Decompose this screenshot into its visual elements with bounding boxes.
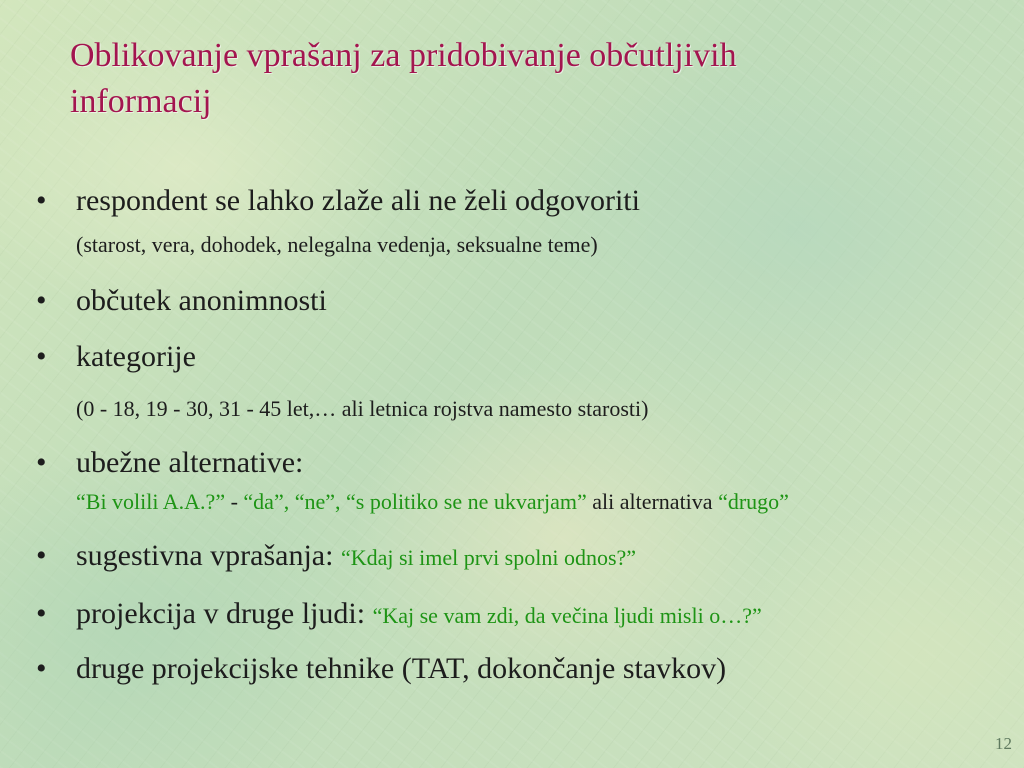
bullet-text	[76, 596, 762, 634]
separator-text: -	[225, 489, 244, 514]
example-question: “Bi volili A.A.?”	[76, 489, 226, 514]
bullet-subtext	[76, 488, 789, 516]
bullet-icon: •	[36, 340, 47, 373]
bullet-icon: •	[36, 652, 47, 685]
bullet-icon: •	[36, 184, 47, 217]
bullet-text: občutek anonimnosti	[76, 284, 327, 317]
slide-title	[70, 33, 970, 125]
bullet-icon: •	[36, 597, 47, 630]
bullet-icon: •	[36, 284, 47, 317]
bullet-text: druge projekcijske tehnike (TAT, dokončanje stavkov)	[76, 652, 727, 685]
connector-text: ali alternativa	[586, 489, 719, 514]
bullet-text	[76, 538, 636, 576]
bullet-label: sugestivna vprašanja:	[76, 539, 334, 572]
slide-number: 12	[995, 734, 1012, 753]
bullet-subtext: (starost, vera, dohodek, nelegalna vedenja, seksualne teme)	[76, 232, 598, 257]
slide-title-line-2: informacij	[70, 83, 212, 120]
example-question: “Kaj se vam zdi, da večina ljudi misli o…?”	[372, 603, 762, 628]
bullet-icon: •	[36, 539, 47, 572]
slide-title-line-1: Oblikovanje vprašanj za pridobivanje občutljivih	[70, 37, 737, 74]
bullet-text: kategorije	[76, 340, 196, 373]
example-question: “Kdaj si imel prvi spolni odnos?”	[340, 545, 637, 570]
bullet-subtext: (0 - 18, 19 - 30, 31 - 45 let,… ali letnica rojstva namesto starosti)	[76, 396, 649, 421]
example-answers: “da”, “ne”, “s politiko se ne ukvarjam”	[243, 489, 587, 514]
bullet-text: ubežne alternative:	[76, 446, 304, 479]
example-alternative: “drugo”	[718, 489, 789, 514]
bullet-label: projekcija v druge ljudi:	[76, 597, 366, 630]
bullet-text: respondent se lahko zlaže ali ne želi odgovoriti	[76, 184, 640, 217]
bullet-icon: •	[36, 446, 47, 479]
